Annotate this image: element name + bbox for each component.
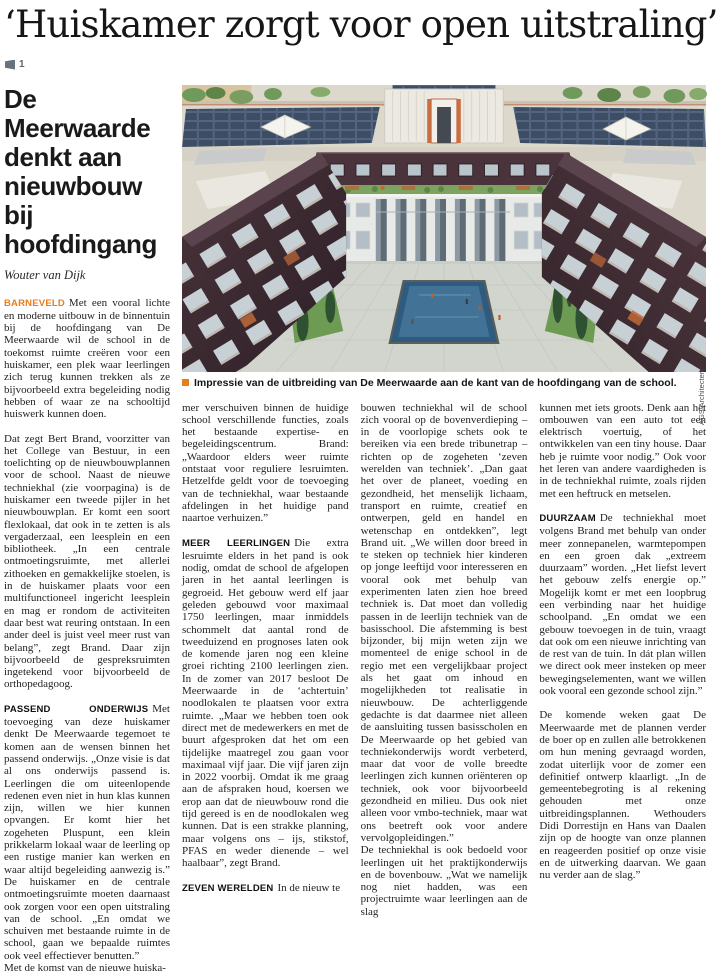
column-4 — [539, 402, 706, 918]
section-leadin: MEER LEERLINGEN — [182, 537, 291, 549]
page-marker — [5, 59, 706, 71]
column-1 — [4, 85, 170, 974]
article-title: De Meerwaarde denkt aan nieuwbouw bij hoofdingang — [4, 83, 157, 259]
paragraph-text: bouwen techniekhal wil de school zich vooral op de bovenverdieping – in de voorlopige schets ook te bereiken via een brede tribunetrap – richten op de zogeheten ‘zeven werelden van techniek’. „Dan gaat het over de planeet, voeding en gezondheid, het menselijk lichaam, transport en ruimte, creatief en ontwerpen, geld en handel en wetenschap en ontdekken”, legt Brand uit. „We willen door breed in te steken op techniek hier kinderen op jonge leeftijd voor interesseren en vooral ook met behulp van experimenten laten zien hoe breed techniek is. Dat moet dan volledig passen in de leerlijn techniek van de basisschool. Die afstemming is best bijzonder, bij mijn weten zijn we momenteel de enige school in de regio met een vergelijkbaar project als het gaat om inhoud en mogelijkheden tot realisatie in nieuwbouw. De achterliggende gedachte is dat daarmee niet alleen de aansluiting tussen basisscholen en De Meerwaarde op het gebied van techniekonderwijs wordt verbeterd, maar dat voor de volle breedte leerlingen zich kunnen oriënteren op techniek, ook voor bijvoorbeeld gezondheid en milieu. Dus ook niet alleen voor vmbo-techniek, maar wat ons beetreft ook voor andere vervolgopleidingen.” — [360, 401, 528, 844]
page-marker-icon — [5, 60, 15, 70]
article-image-rendering — [182, 85, 706, 372]
main-headline: ‘Huiskamer zorgt voor open uitstraling’ — [4, 3, 718, 46]
paragraph-text: Met de komst van de nieuwe huiska- — [4, 961, 166, 974]
paragraph — [361, 402, 528, 845]
image-caption-row — [182, 377, 706, 389]
paragraph-text: Met een vooral lichte en moderne uitbouw in de binnentuin bij de hoofdingang van De Meerwaarde wil de school in de toekomst ruimte creëren voor een huiskamer, een plek waar leerlingen zich terug kunnen trekken als ze bijvoorbeeld extra begeleiding nodig hebben of waar ze na schooltijd huiswerk kunnen doen. — [4, 296, 170, 421]
caption-bullet-icon — [182, 379, 189, 386]
text-columns — [182, 402, 706, 918]
paragraph — [182, 537, 349, 870]
paragraph-text: De techniekhal is ook bedoeld voor leerlingen uit het praktijkonderwijs en de bovenbouw. „Wat we namelijk nog niet hadden, was een projectruimte waar leerlingen aan de slag — [360, 844, 528, 918]
article-body — [4, 85, 706, 974]
paragraph — [361, 844, 528, 918]
paragraph-text: De techniekhal moet volgens Brand met behulp van onder meer zonnepanelen, warmtepompen en een groen dak „extreem duurzaam” worden. „Het liefst levert het gebouw zelfs energie op.” Mogelijk komt er met een loopbrug een verbinding naar het huidige schoolpand. „En omdat we een gebouw toevoegen in de tuin, vraagt dat ook om een nieuwe inrichting van de rest van de tuin. In dát plan willen we direct ook meer insteken op meer bewegingselementen, want we willen ook vooral een gezonde school zijn.” — [539, 511, 707, 698]
page-marker-number: 1 — [19, 59, 25, 71]
paragraph — [4, 703, 170, 962]
column-3 — [361, 402, 528, 918]
paragraph — [539, 402, 706, 500]
byline: Wouter van Dijk — [4, 267, 86, 282]
section-leadin: DUURZAAM — [539, 512, 596, 524]
paragraph — [4, 962, 170, 974]
section-leadin: ZEVEN WERELDEN — [182, 882, 274, 894]
paragraph — [4, 433, 170, 691]
dateline: BARNEVELD — [4, 297, 65, 309]
paragraph-text: De komende weken gaat De Meerwaarde met de plannen verder de boer op en zullen alle betrokkenen om hun mening gevraagd worden, zodat uiterlijk voor de zomer een definitief ontwerp klaarligt. „In de gemeentebegroting is al rekening gehouden met onze uitbreidingsplannen. Wethouders Didi Dorrestijn en Hans van Daalen zijn op de hoogte van onze plannen en reageerden positief op onze visie en de uitwerking daarvan. We gaan nu verder aan de slag.” — [539, 709, 707, 882]
section-leadin: PASSEND ONDERWIJS — [4, 703, 149, 715]
right-area — [182, 85, 706, 974]
paragraph-text: Dat zegt Bert Brand, voorzitter van het College van Bestuur, in een toelichting op de nieuwbouwplannen voor de school. Naast de nieuwe techniekhal (zie voorpagina) is de huiskamer een tweede pijler in het nieuwbouwplan. Er komt een soort flexlokaal, dat ook in te zetten is als vergaderzaal, een leesplein en een bibliotheek. „In een centrale ontmoetingsruimte, met allerlei zithoeken en gemakkelijke stoelen, is in de huiskamer plaats voor een multifunctioneel ingericht leesplein en mag er rondom de activiteiten daar best wat reuring ontstaan. In een ander deel is juist veel meer rust van belang”, zegt Brand. Daar zijn bijvoorbeeld de gespreksruimten ingetekend voor bijvoorbeeld de orthopedagoog. — [4, 432, 170, 691]
paragraph — [539, 512, 706, 697]
paragraph-text: mer verschuiven binnen de huidige school verschillende functies, zoals het bestaande expertise- en begeleidingscentrum. Brand: „Waardoor elders weer ruimte ontstaat voor reguliere lesruimten. Hetzelfde geldt voor de toevoeging van de techniekhal, waar bestaande afdelingen in het huidige pand naartoe verhuizen.” — [182, 401, 349, 525]
paragraph — [182, 882, 349, 895]
paragraph-text: kunnen met iets groots. Denk aan het ombouwen van een auto tot een elektrisch voertuig, of het ontwikkelen van een tiny house. Daar heb je ruimte voor nodig.” Ook voor het leren van andere vaardigheden is in de techniekhal ruimte, zoals rijden met een heftruck en metselen. — [539, 401, 707, 500]
paragraph — [182, 402, 349, 525]
paragraph — [4, 297, 170, 421]
paragraph-text: In de nieuw te — [277, 881, 341, 894]
image-caption: Impressie van de uitbreiding van De Meerwaarde aan de kant van de hoofdingang van de school. — [194, 376, 677, 389]
paragraph-text: Die extra lesruimte elders in het pand is ook nodig, omdat de school de afgelopen jaren in het aantal leerlingen is gegroeid. Het gebouw werd elf jaar geleden gebouwd voor maximaal 1750 leerlingen, maar inmiddels schommelt dat aantal rond de tweeduizend en prognoses laten ook de komende jaren nog een kleine groei richting 2100 leerlingen zien. In de zomer van 2017 besloot De Meerwaarde in de ‘achtertuin’ noodlokalen te plaatsen voor extra ruimte. „Maar we hebben toen ook direct met de medewerkers en met de buurt afgesproken dat het om een tijdelijke maatregel zou gaan voor maximaal vijf jaar. Die vijf jaren zijn in 2022 voorbij. Omdat ik me graag aan de afspraken houd, koersen we erop aan dat de nieuwbouw rond die tijd gereed is en de noodlokalen weg kunnen. Dat is een strakke planning, maar volgens ons – ijs, stikstof, PFAS en weder dienende – wel haalbaar”, zegt Brand. — [182, 536, 349, 870]
photo-credit: AGS Architecten — [697, 369, 706, 425]
paragraph-text: Met toevoeging van deze huiskamer denkt De Meerwaarde tegemoet te komen aan de wensen binnen het passend onderwijs. „Onze visie is dat al ons onderwijs passend is. Leerlingen die om uiteenlopende redenen even niet in hun klas kunnen zijn, willen we hier kunnen opvangen. Er komt hier het zogeheten Pluspunt, een klein prikkelarm lokaal waar de leerling op een rustige manier kan werken en waar altijd begeleiding aanwezig is.” De huiskamer en de centrale ontmoetingsruimte moeten daarnaast ook zorgen voor een open uitstraling van de school. „En omdat we schuiven met bestaande ruimte in de school, gaan we bepaalde ruimtes ook veel effectiever benutten.” — [4, 702, 170, 962]
column-2 — [182, 402, 349, 918]
column-1-text — [4, 297, 170, 974]
paragraph — [539, 709, 706, 881]
